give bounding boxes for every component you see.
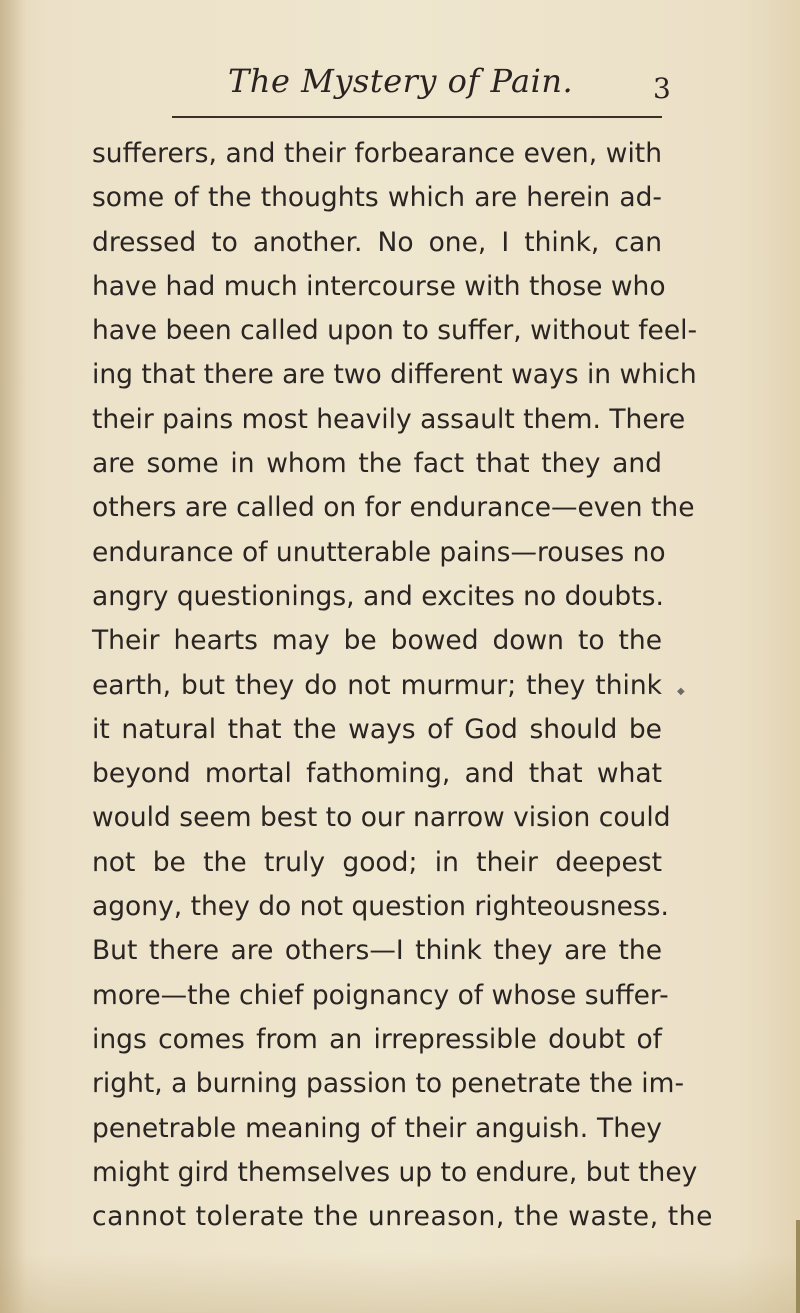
text-line: it natural that the ways of God should be <box>92 713 662 745</box>
text-line: But there are others—I think they are the <box>92 935 662 967</box>
page-bottom-shadow <box>0 1253 800 1313</box>
page-edge-mark <box>796 1220 800 1313</box>
header-rule <box>172 116 662 118</box>
text-line: angry questionings, and excites no doubts. <box>92 580 664 612</box>
text-line: cannot tolerate the unreason, the waste, the <box>92 1201 714 1233</box>
text-line: might gird themselves up to endure, but they <box>92 1156 698 1188</box>
text-line: dressed to another. No one, I think, can <box>92 226 662 258</box>
text-line: right, a burning passion to penetrate the im- <box>92 1068 685 1100</box>
page-gutter-shadow <box>0 0 26 1313</box>
text-line: have been called upon to suffer, without feel- <box>92 315 698 347</box>
text-line: ing that there are two different ways in which <box>92 359 697 391</box>
ink-speck: ◆ <box>677 686 685 697</box>
text-line: some of the thoughts which are herein ad- <box>92 182 662 214</box>
text-line: beyond mortal fathoming, and that what <box>92 758 662 790</box>
text-line: their pains most heavily assault them. There <box>92 403 686 435</box>
text-line: would seem best to our narrow vision could <box>92 802 671 834</box>
text-line: sufferers, and their forbearance even, with <box>92 138 662 169</box>
text-line: have had much intercourse with those who <box>92 270 666 302</box>
page-header <box>0 62 800 105</box>
text-line: are some in whom the fact that they and <box>92 448 662 480</box>
page-number: 3 <box>653 72 671 105</box>
text-line: others are called on for endurance—even the <box>92 492 695 524</box>
text-line: Their hearts may be bowed down to the <box>92 625 662 657</box>
text-line: more—the chief poignancy of whose suffer- <box>92 979 669 1011</box>
text-line: ings comes from an irrepressible doubt of <box>92 1023 662 1055</box>
text-line: agony, they do not question righteousness. <box>92 891 669 923</box>
text-line: not be the truly good; in their deepest <box>92 846 662 878</box>
running-title: The Mystery of Pain. <box>228 62 574 100</box>
text-line: penetrable meaning of their anguish. They <box>92 1112 662 1144</box>
body-text <box>92 132 714 1239</box>
text-line: earth, but they do not murmur; they think <box>92 669 662 701</box>
text-line: endurance of unutterable pains—rouses no <box>92 536 666 568</box>
